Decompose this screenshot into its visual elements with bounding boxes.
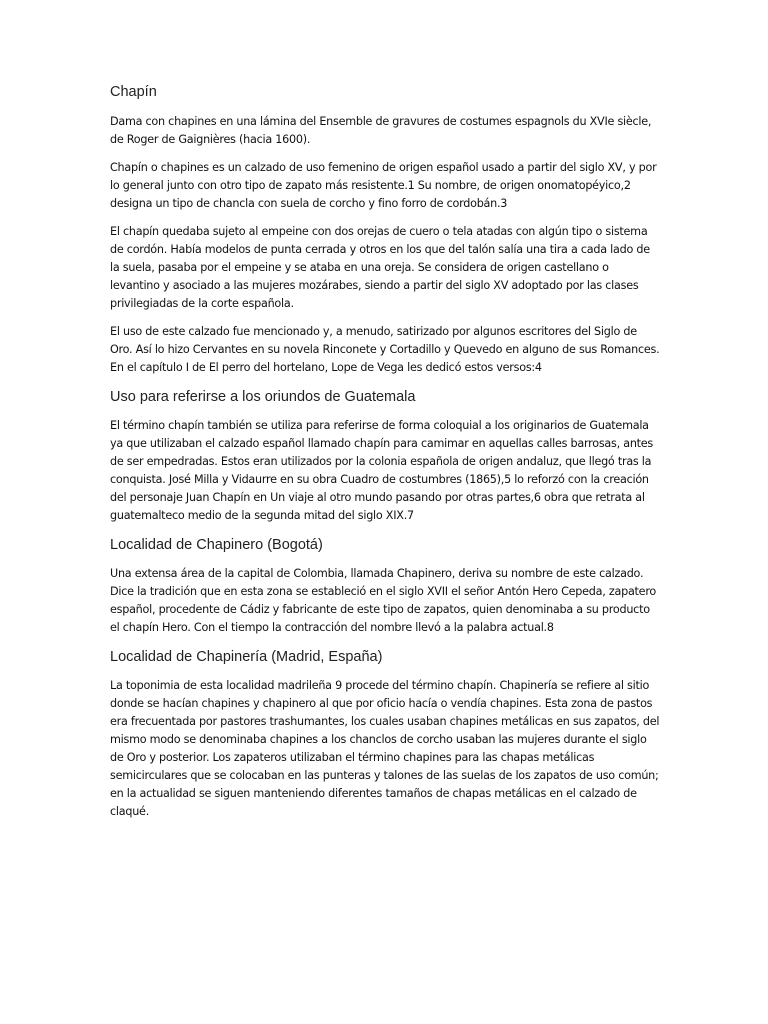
description-paragraph: El chapín quedaba sujeto al empeine con dos orejas de cuero o tela atadas con algún tipo o sistema de cordón. Había modelos de punta cerrada y otros en los que del talón salía una tira a cada lado de la suela, pasaba por el empeine y se ataba en una oreja. Se considera de origen castellano o levantino y asociado a las mujeres mozárabes, siendo a partir del siglo XV adoptado por las clases privilegiadas de la corte española. (110, 225, 650, 310)
literature-paragraph: El uso de este calzado fue mencionado y, a menudo, satirizado por algunos escritores del Siglo de Oro. Así lo hizo Cervantes en su novela Rinconete y Cortadillo y Quevedo en alguno de sus Romances. En el capítulo I de El perro del hortelano, Lope de Vega les dedicó estos versos:4 (110, 325, 660, 374)
guatemala-paragraph: El término chapín también se utiliza para referirse de forma coloquial a los originarios de Guatemala ya que utilizaban el calzado español llamado chapín para camimar en aquellas calles barrosas, antes de ser empedradas. Estos eran utilizados por la colonia española de origen andaluz, que llegó tras la conquista. José Milla y Vidaurre en su obra Cuadro de costumbres (1865),5 lo reforzó con la creación del personaje Juan Chapín en Un viaje al otro mundo pasando por otras partes,6 obra que retrata al guatemalteco medio de la segunda mitad del siglo XIX.7 (110, 419, 654, 522)
page-title: Chapín (110, 84, 157, 100)
document-page (110, 82, 660, 831)
chapinero-paragraph: Una extensa área de la capital de Colombia, llamada Chapinero, deriva su nombre de este calzado. Dice la tradición que en esta zona se estableció en el siglo XVII el señor Antón Hero Cepeda, zapatero español, procedente de Cádiz y fabricante de este tipo de zapatos, quien denominaba a su producto el chapín Hero. Con el tiempo la contracción del nombre llevó a la palabra actual.8 (110, 567, 657, 634)
chapineria-paragraph: La toponimia de esta localidad madrileña 9 procede del término chapín. Chapinería se refiere al sitio donde se hacían chapines y chapinero al que por oficio hacía o vendía chapines. Esta zona de pastos era frecuentada por pastores trashumantes, los cuales usaban chapines metálicas en sus zapatos, del mismo modo se denominaba chapines a los chanclos de corcho usaban las mujeres durante el siglo de Oro y posterior. Los zapateros utilizaban el término chapines para las chapas metálicas semicirculares que se colocaban en las punteras y talones de las suelas de los zapatos de uso común; en la actualidad se siguen manteniendo diferentes tamaños de chapas metálicas en el calzado de claqué. (110, 679, 660, 818)
definition-paragraph: Chapín o chapines es un calzado de uso femenino de origen español usado a partir del siglo XV, y por lo general junto con otro tipo de zapato más resistente.1 Su nombre, de origen onomatopéyico,2 designa un tipo de chancla con suela de corcho y fino forro de cordobán.3 (110, 161, 657, 210)
section-heading-guatemala: Uso para referirse a los oriundos de Guatemala (110, 389, 416, 405)
section-heading-chapineria: Localidad de Chapinería (Madrid, España) (110, 649, 383, 665)
section-heading-chapinero: Localidad de Chapinero (Bogotá) (110, 537, 323, 553)
image-caption-paragraph: Dama con chapines en una lámina del Ensemble de gravures de costumes espagnols du XVIe siècle, de Roger de Gaignières (hacia 1600). (110, 115, 652, 146)
